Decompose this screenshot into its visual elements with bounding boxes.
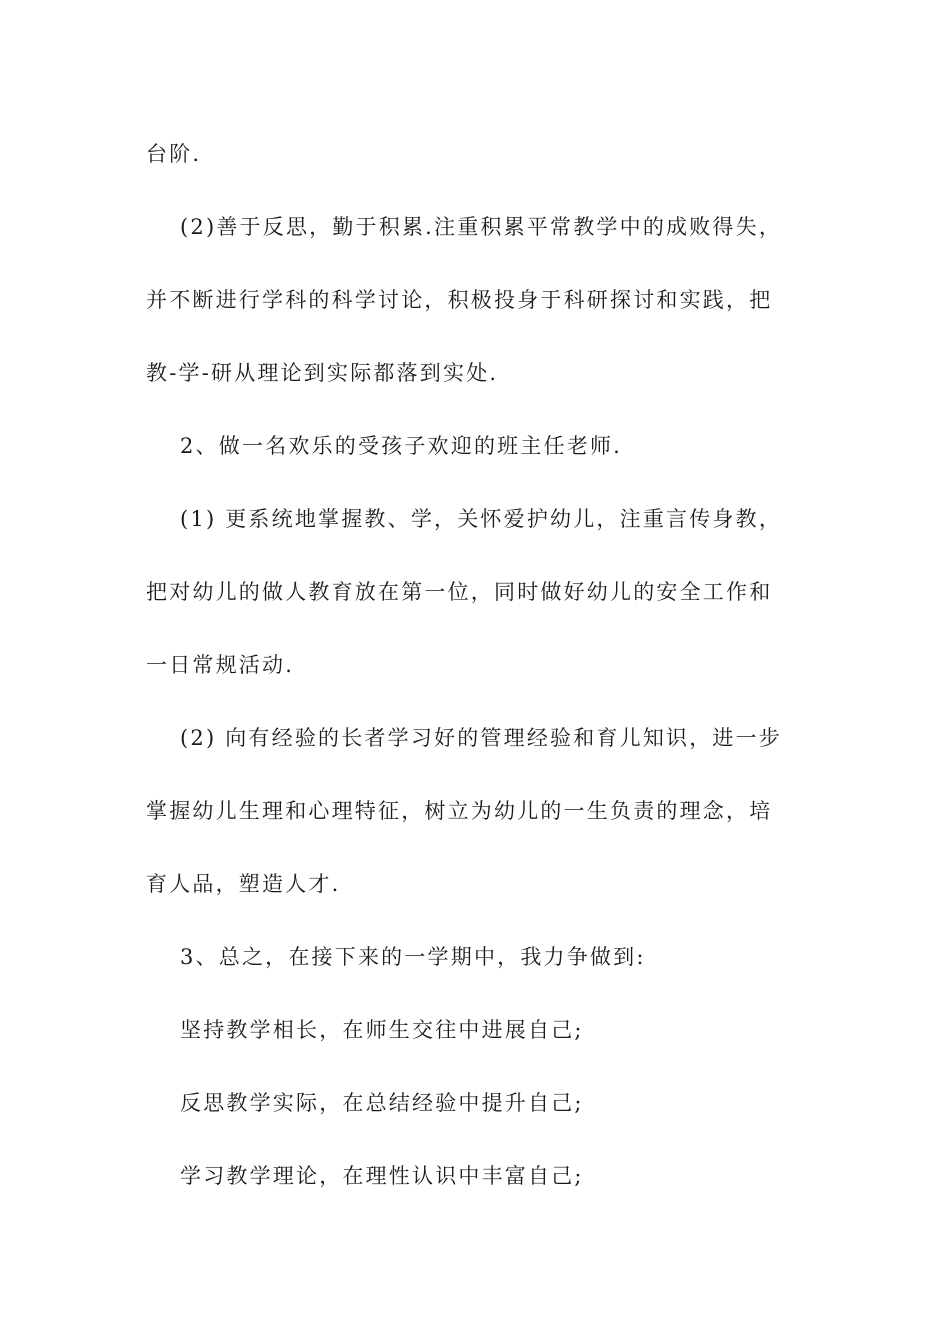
- text-line-9: (2) 向有经验的长者学习好的管理经验和育儿知识，进一步: [180, 726, 783, 750]
- text-line-13: 坚持教学相长，在师生交往中进展自己;: [180, 1018, 584, 1042]
- text-line-3: 并不断进行学科的科学讨论，积极投身于科研探讨和实践，把: [146, 288, 773, 312]
- text-line-7: 把对幼儿的做人教育放在第一位，同时做好幼儿的安全工作和: [146, 580, 773, 604]
- text-line-12: 3、总之，在接下来的一学期中，我力争做到:: [180, 945, 646, 969]
- text-line-8: 一日常规活动.: [146, 653, 295, 677]
- text-line-1: 台阶.: [146, 142, 202, 166]
- text-line-15: 学习教学理论，在理性认识中丰富自己;: [180, 1164, 584, 1188]
- text-line-2: (2)善于反思，勤于积累.注重积累平常教学中的成败得失，: [180, 215, 783, 239]
- text-line-5: 2、做一名欢乐的受孩子欢迎的班主任老师.: [180, 434, 623, 458]
- text-line-10: 掌握幼儿生理和心理特征，树立为幼儿的一生负责的理念，培: [146, 799, 773, 823]
- text-line-11: 育人品，塑造人才.: [146, 872, 341, 896]
- text-line-14: 反思教学实际，在总结经验中提升自己;: [180, 1091, 584, 1115]
- text-line-6: (1) 更系统地掌握教、学，关怀爱护幼儿，注重言传身教，: [180, 507, 783, 531]
- text-line-4: 教-学-研从理论到实际都落到实处.: [146, 361, 499, 385]
